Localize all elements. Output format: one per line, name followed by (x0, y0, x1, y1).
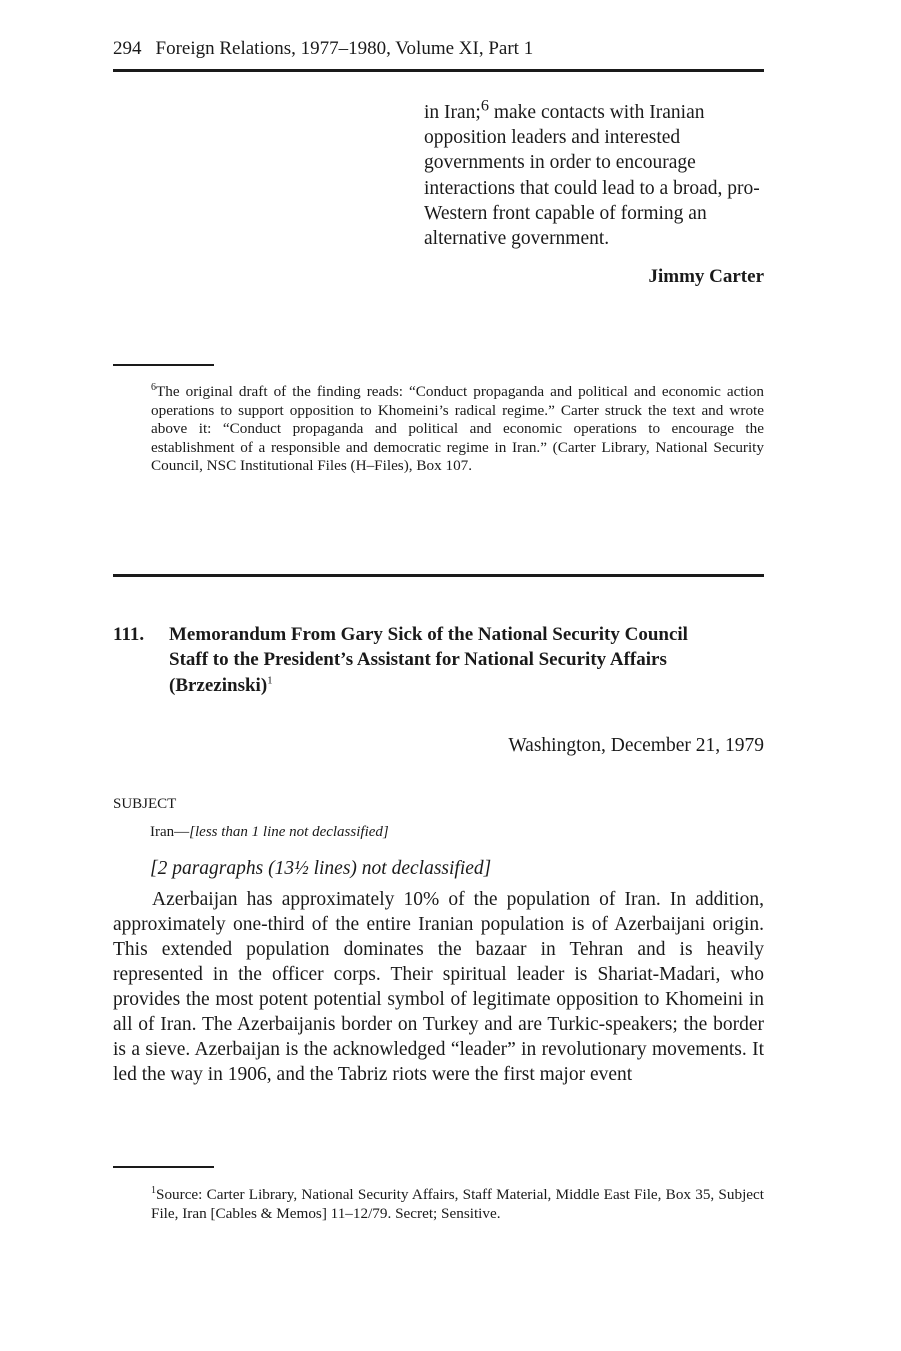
header-rule (113, 69, 764, 72)
document-number: 111. (113, 624, 145, 645)
footnote-1-text: Source: Carter Library, National Security Affairs, Staff Material, Middle East File, Box 35, Subject File, Iran [Cables & Memos] 11–12/79. Secret; Sensitive. (151, 1186, 764, 1222)
footnote-6 (113, 383, 764, 476)
footnote-separator-2 (113, 1166, 214, 1168)
footnote-separator (113, 364, 214, 366)
running-title: Foreign Relations, 1977–1980, Volume XI, Part 1 (155, 38, 534, 59)
redaction-note-text: [2 paragraphs (13½ lines) not declassified] (150, 858, 492, 879)
continuation-text-start: in Iran; (424, 102, 481, 123)
footnote-1 (113, 1186, 764, 1223)
footnote-ref-1: 1 (267, 674, 273, 687)
body-paragraph: Azerbaijan has approximately 10% of the population of Iran. In addition, approximately one-third of the entire Iranian population is of Azerbaijani origin. This extended population dominates the bazaar in Tehran and is heavily represented in the officer corps. Their spiritual leader is Shariat-Madari, who provides the most potent potential symbol of legitimate opposition to Khomeini in all of Iran. The Azerbaijanis border on Turkey and are Turkic-speakers; the border is a sieve. Azerbaijan is the acknowledged “leader” in revolutionary movements. It led the way in 1906, and the Tabriz riots were the first major event (113, 889, 764, 1085)
continuation-text-end: make contacts with Iranian opposition leaders and interested governments in order to encourage interactions that could lead to a broad, pro-Western front capable of forming an alternative government. (424, 102, 760, 250)
document-heading (113, 622, 764, 698)
redaction-note (150, 858, 491, 880)
section-rule (113, 574, 764, 577)
subject-label: SUBJECT (113, 796, 177, 812)
footnote-6-text: The original draft of the finding reads: “Conduct propaganda and political and economic action operations to support opposition to Khomeini’s radical regime.” Carter struck the text and wrote above it: “Conduct propaganda and political and economic operations to encourage the establishment of a responsible and democratic regime in Iran.” (Carter Library, National Security Council, NSC Institutional Files (H–Files), Box 107. (151, 383, 764, 475)
running-header (113, 38, 764, 60)
footnote-6-marker: 6 (151, 381, 156, 393)
page-number: 294 (113, 38, 142, 59)
document-title: Memorandum From Gary Sick of the National Security Council Staff to the President’s Assistant for National Security Affairs (Brzezinski) (169, 624, 688, 696)
subject-line (150, 824, 389, 841)
signature: Jimmy Carter (648, 266, 764, 287)
continuation-paragraph (424, 96, 769, 251)
footnote-ref-6: 6 (480, 96, 489, 115)
dateline: Washington, December 21, 1979 (508, 735, 764, 756)
subject-redaction-note: [less than 1 line not declassified] (189, 824, 389, 840)
subject-text: Iran— (150, 824, 190, 840)
footnote-1-marker: 1 (151, 1184, 156, 1196)
